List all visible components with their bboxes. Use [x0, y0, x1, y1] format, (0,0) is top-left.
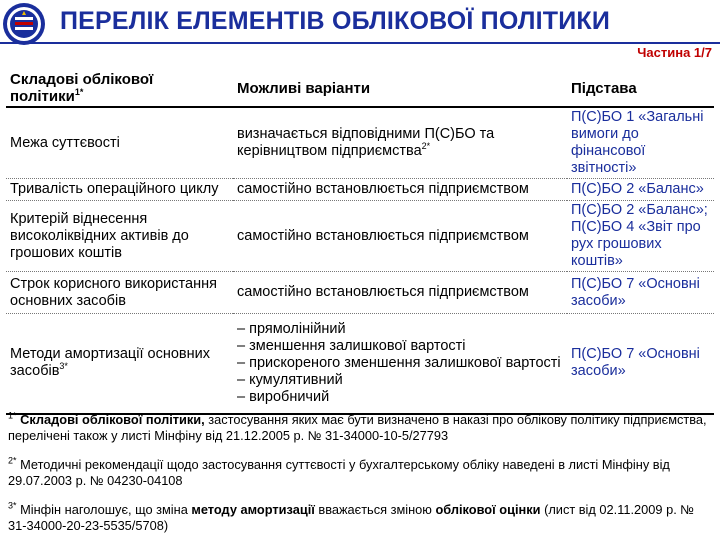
option-cell: самостійно встановлюється підприємством [233, 201, 567, 272]
footnotes [8, 412, 714, 540]
method-item: – зменшення залишкової вартості [237, 337, 466, 354]
table-row [6, 201, 714, 272]
option-cell: визначається відповідними П(С)БО та керівництвом підприємства [237, 126, 495, 159]
basis-cell: П(С)БО 2 «Баланс» [567, 179, 714, 201]
component-cell: Строк корисного використання основних засобів [6, 272, 233, 314]
method-item: – кумулятивний [237, 371, 343, 388]
option-cell: самостійно встановлюється підприємством [233, 179, 567, 201]
method-item: – виробничий [237, 388, 330, 405]
option-cell: самостійно встановлюється підприємством [233, 272, 567, 314]
header-basis: Підстава [567, 70, 714, 107]
table-row: Методи амортизації основних засобів$^{3*}$ – прямолінійний – зменшення залишкової вартості – прискореного зменшення залишкової вартості – кумулятивний – виробничий П(С)БО 7 «Основні засоби» [6, 314, 714, 414]
emblem-logo [2, 2, 46, 46]
component-cell: Межа суттєвості [10, 134, 120, 151]
component-cell: Методи амортизації основних засобів [10, 346, 210, 380]
basis-cell: П(С)БО 2 «Баланс»; П(С)БО 4 «Звіт про рух грошових коштів» [567, 201, 714, 272]
footnote-2: $^{2*}$ Методичні рекомендації щодо застосування суттєвості у бухгалтерському обліку наведені в листі Мінфіну від 29.07.2003 р. № 04230-04108 [8, 455, 670, 488]
component-cell: Тривалість операційного циклу [6, 179, 233, 201]
header-options: Можливі варіанти [233, 70, 567, 107]
table-row: Межа суттєвості визначається відповідними П(С)БО та керівництвом підприємства$^{2*}$ П(С)БО 1 «Загальні вимоги до фінансової звітності» [6, 107, 714, 179]
method-item: – прискореного зменшення залишкової вартості [237, 354, 561, 371]
table-row [6, 272, 714, 314]
policy-elements-table [6, 70, 714, 415]
header-components: Складові облікової політики$^{1*}$ [6, 70, 233, 107]
title-underline [0, 42, 720, 44]
component-cell: Критерій віднесення високоліквідних активів до грошових коштів [6, 201, 233, 272]
basis-cell: П(С)БО 1 «Загальні вимоги до фінансової звітності» [567, 107, 714, 179]
footnote-3: $^{3*}$ Мінфін наголошує, що зміна методу амортизації вважається зміною облікової оцінки (лист від 02.11.2009 р. № 31-34000-20-23-5535/5708) [8, 500, 695, 533]
table-header-row [6, 70, 714, 107]
basis-cell: П(С)БО 7 «Основні засоби» [567, 272, 714, 314]
table-row [6, 179, 714, 201]
part-indicator: Частина 1/7 [637, 45, 712, 60]
footnote-1: $^{1*}$ Складові облікової політики, застосування яких має бути визначено в наказі про облікову політику підприємства, перелічені також у листі Мінфіну від 21.12.2005 р. № 31-34000-10-5/27793 [8, 410, 707, 443]
page-title: ПЕРЕЛІК ЕЛЕМЕНТІВ ОБЛІКОВОЇ ПОЛІТИКИ [60, 7, 610, 35]
basis-cell: П(С)БО 7 «Основні засоби» [567, 314, 714, 414]
amortization-methods-list [233, 314, 567, 414]
method-item: – прямолінійний [237, 320, 346, 337]
